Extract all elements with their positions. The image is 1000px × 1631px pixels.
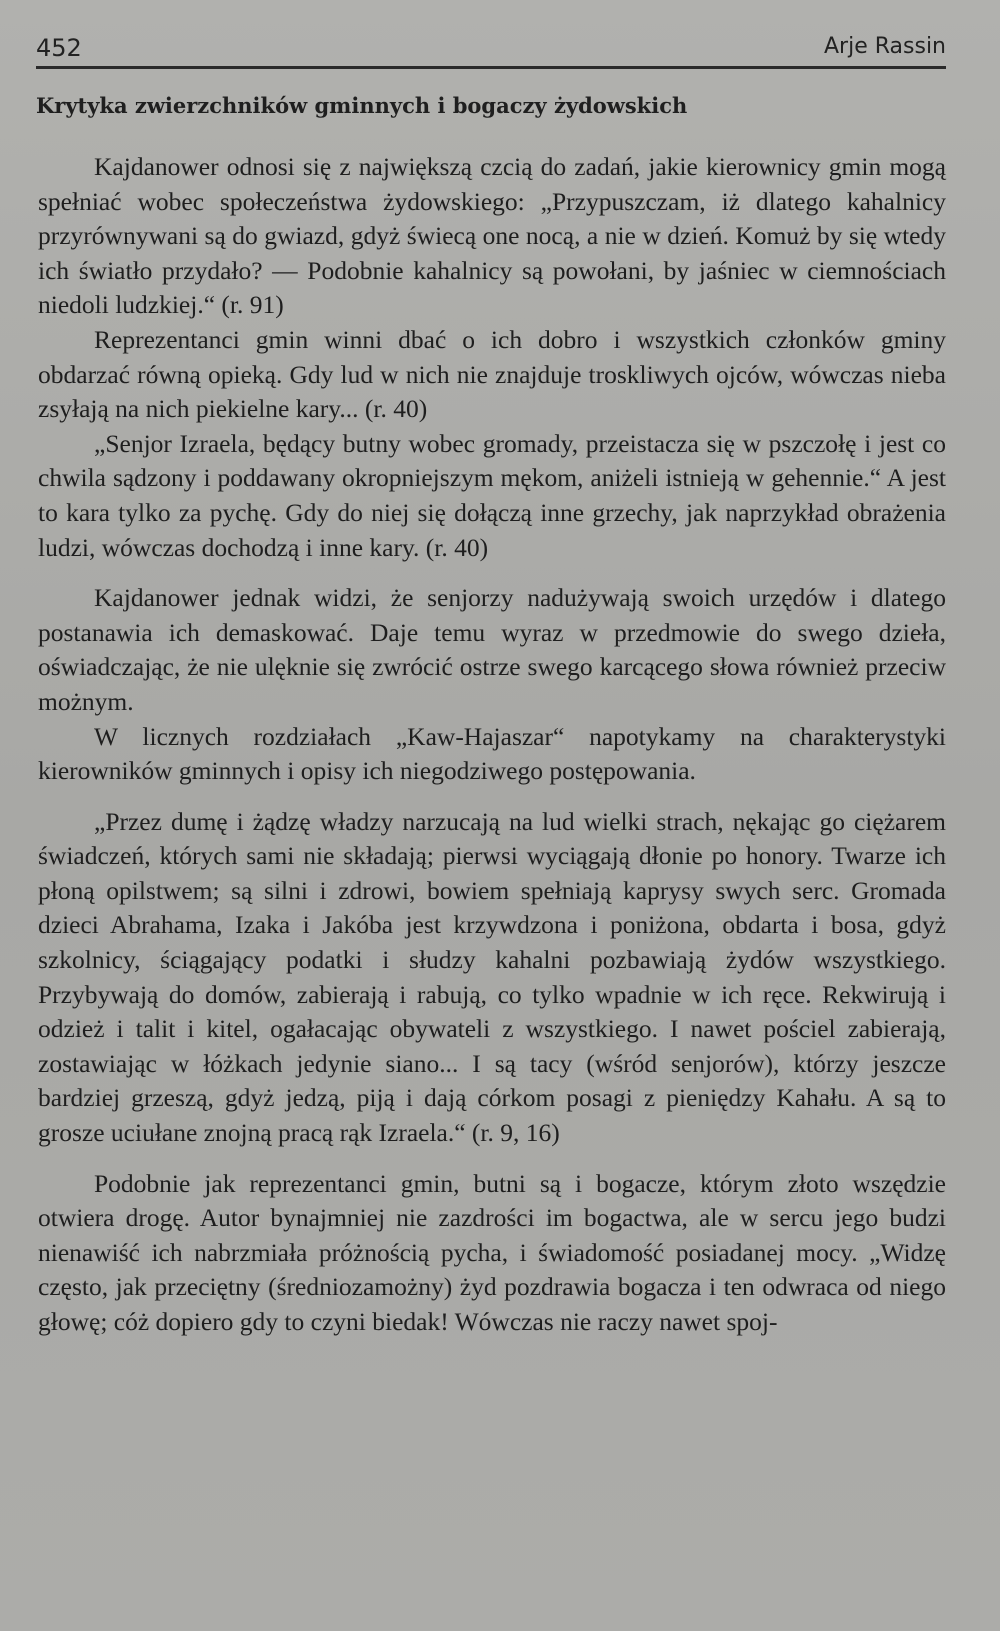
paragraph-2: Reprezentanci gmin winni dbać o ich dobro i wszystkich członków gminy obdarzać równą opieką. Gdy lud w nich nie znajduje troskliwych ojców, wówczas nieba zsyłają na nich piekielne kary... (r. 40) xyxy=(38,324,946,424)
paragraph-5: W licznych rozdziałach „Kaw-Hajaszar“ napotykamy na charakterystyki kierowników gminnych i opisy ich niegodziwego postępowania. xyxy=(38,721,946,786)
page-header xyxy=(36,30,946,64)
section-title: Krytyka zwierzchników gminnych i bogaczy żydowskich xyxy=(36,93,688,118)
paragraph-3: „Senjor Izraela, będący butny wobec gromady, przeistacza się w pszczołę i jest co chwila sądzony i poddawany okropniejszym mękom, aniżeli istnieją w gehennie.“ A jest to kara tylko za pychę. Gdy do niej się dołączą inne grzechy, jak naprzykład obrażenia ludzi, wówczas dochodzą i inne kary. (r. 40) xyxy=(38,428,946,562)
paragraph-7: Podobnie jak reprezentanci gmin, butni są i bogacze, którym złoto wszędzie otwiera drogę. Autor bynajmniej nie zazdrości im bogactwa, ale w sercu jego budzi nienawiść ich nabrzmiała próżnością pycha, i świadomość posiadanej mocy. „Widzę często, jak przeciętny (średniozamożny) żyd pozdrawia bogacza i ten odwraca od niego głowę; cóż dopiero gdy to czyni biedak! Wówczas nie raczy nawet spoj- xyxy=(38,1168,946,1336)
page-number: 452 xyxy=(36,34,82,62)
paragraph-1: Kajdanower odnosi się z największą czcią do zadań, jakie kierownicy gmin mogą spełniać wobec społeczeństwa żydowskiego: „Przypuszczam, iż dlatego kahalnicy przyrównywani są do gwiazd, gdyż świecą one nocą, a nie w dzień. Komuż by się wtedy ich światło przydało? — Podobnie kahalnicy są powołani, by jaśniec w ciemnościach niedoli ludzkiej.“ (r. 91) xyxy=(38,152,946,320)
body-text xyxy=(38,150,946,1340)
paragraph-4: Kajdanower jednak widzi, że senjorzy nadużywają swoich urzędów i dlatego postanawia ich demaskować. Daje temu wyraz w przedmowie do swego dzieła, oświadczając, że nie ulęknie się zwrócić ostrze swego karcącego słowa również przeciw możnym. xyxy=(38,583,946,716)
header-rule xyxy=(36,66,946,69)
running-head: Arje Rassin xyxy=(824,34,946,59)
quote-paragraph: „Przez dumę i żądzę władzy narzucają na lud wielki strach, nękając go ciężarem świadczeń, których sami nie składają; pierwsi wyciągają dłonie po honory. Twarze ich płoną opilstwem; są silni i zdrowi, bowiem spełniają kaprysy swych serc. Gromada dzieci Abrahama, Izaka i Jakóba jest krzywdzona i poniżona, obdarta i bosa, gdyż szkolnicy, ściągający podatki i słudzy kahalni pozbawiają żydów wszystkiego. Przybywają do domów, zabierają i rabują, co tylko wpadnie w ich ręce. Rekwirują i odzież i talit i kitel, ogałacając obywateli z wszystkiego. I nawet pościel zabierają, zostawiając w łóżkach jedynie siano... I są tacy (wśród senjorów), którzy jeszcze bardziej grzeszą, gdyż jedzą, piją i dają córkom posagi z pieniędzy Kahału. A są to grosze uciułane znojną pracą rąk Izraela.“ (r. 9, 16) xyxy=(38,806,946,1148)
